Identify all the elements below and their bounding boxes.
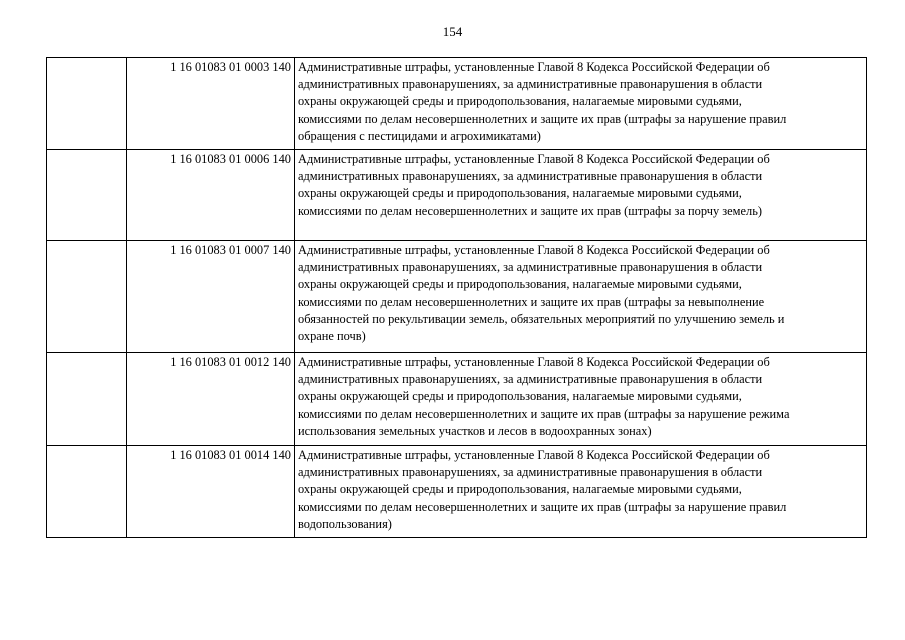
page-number: 154 [442, 24, 463, 39]
description-line: обращения с пестицидами и агрохимикатами) [298, 128, 541, 143]
description-line: охраны окружающей среды и природопользования, налагаемые мировыми судьями, [298, 186, 742, 201]
code-cell: 1 16 01083 01 0007 140 [127, 241, 295, 353]
description-line: комиссиями по делам несовершеннолетних и защите их прав (штрафы за нарушение правил [298, 499, 787, 514]
empty-cell [47, 241, 127, 353]
description-line: Административные штрафы, установленные Главой 8 Кодекса Российской Федерации об [298, 152, 770, 166]
description-line: водопользования) [298, 516, 392, 531]
description-line: охране почв) [298, 329, 366, 344]
description-line: обязанностей по рекультивации земель, обязательных мероприятий по улучшению земель и [298, 311, 785, 326]
description-cell [295, 241, 867, 353]
description-line: административных правонарушениях, за административные правонарушения в области [298, 260, 763, 275]
description-line: административных правонарушениях, за административные правонарушения в области [298, 465, 763, 480]
code-cell: 1 16 01083 01 0014 140 [127, 446, 295, 538]
description-line: Административные штрафы, установленные Главой 8 Кодекса Российской Федерации об [298, 243, 770, 257]
description-line: комиссиями по делам несовершеннолетних и защите их прав (штрафы за невыполнение [298, 294, 765, 309]
description-line: Административные штрафы, установленные Главой 8 Кодекса Российской Федерации об [298, 60, 770, 74]
description-line: Административные штрафы, установленные Главой 8 Кодекса Российской Федерации об [298, 448, 770, 462]
code-cell: 1 16 01083 01 0006 140 [127, 150, 295, 241]
description-line: комиссиями по делам несовершеннолетних и защите их прав (штрафы за нарушение правил [298, 111, 787, 126]
description-line: административных правонарушениях, за административные правонарушения в области [298, 372, 763, 387]
code-cell: 1 16 01083 01 0003 140 [127, 58, 295, 150]
empty-cell [47, 353, 127, 446]
table-row [47, 150, 867, 241]
description-line: охраны окружающей среды и природопользования, налагаемые мировыми судьями, [298, 277, 742, 292]
description-line: Административные штрафы, установленные Главой 8 Кодекса Российской Федерации об [298, 355, 770, 369]
description-line: комиссиями по делам несовершеннолетних и защите их прав (штрафы за нарушение режима [298, 406, 790, 421]
code-cell: 1 16 01083 01 0012 140 [127, 353, 295, 446]
table-row [47, 446, 867, 538]
table-row [47, 353, 867, 446]
table-row [47, 58, 867, 150]
description-cell [295, 58, 867, 150]
empty-cell [47, 58, 127, 150]
description-line: использования земельных участков и лесов в водоохранных зонах) [298, 423, 652, 438]
description-line: административных правонарушениях, за административные правонарушения в области [298, 169, 763, 184]
description-line: охраны окружающей среды и природопользования, налагаемые мировыми судьями, [298, 482, 742, 497]
description-cell [295, 353, 867, 446]
description-line: комиссиями по делам несовершеннолетних и защите их прав (штрафы за порчу земель) [298, 203, 762, 218]
description-line: охраны окружающей среды и природопользования, налагаемые мировыми судьями, [298, 389, 742, 404]
description-cell [295, 446, 867, 538]
description-line: охраны окружающей среды и природопользования, налагаемые мировыми судьями, [298, 94, 742, 109]
empty-cell [47, 150, 127, 241]
empty-cell [47, 446, 127, 538]
description-line: административных правонарушениях, за административные правонарушения в области [298, 77, 763, 92]
revenue-codes-table [46, 57, 867, 538]
table-row [47, 241, 867, 353]
description-cell [295, 150, 867, 241]
